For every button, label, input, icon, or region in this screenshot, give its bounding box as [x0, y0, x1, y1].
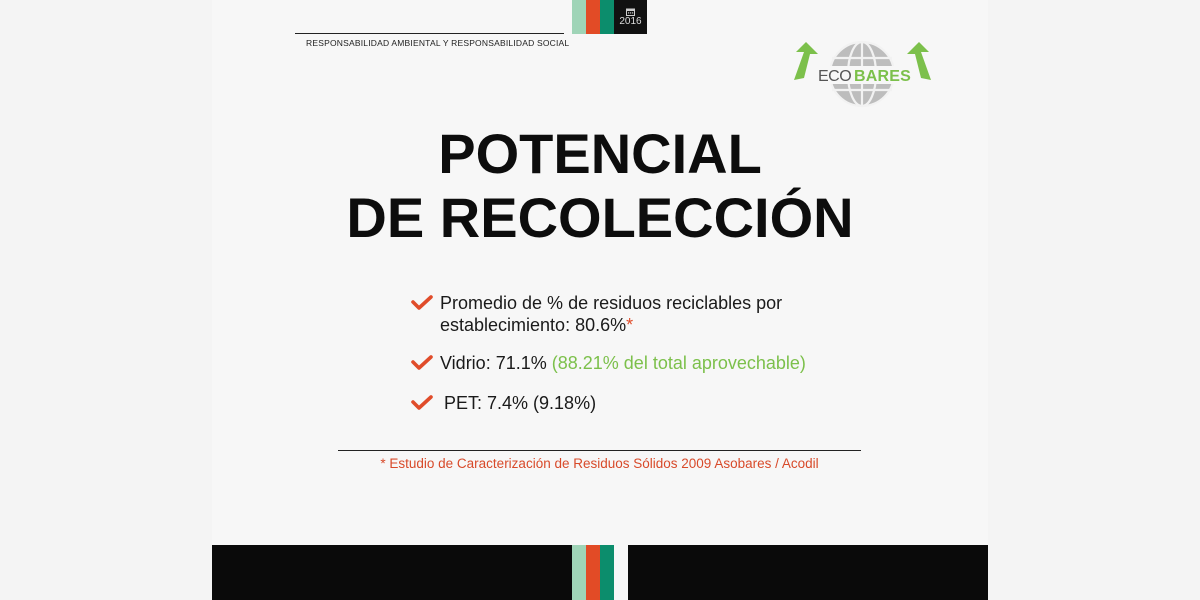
list-item — [410, 352, 870, 374]
svg-text:ECO: ECO — [818, 68, 852, 85]
checkmark-icon — [411, 395, 433, 411]
header-caption: RESPONSABILIDAD AMBIENTAL Y RESPONSABILIDAD SOCIAL — [306, 38, 570, 48]
checkmark-icon — [411, 355, 433, 371]
footnote-text: Estudio de Caracterización de Residuos Sólidos 2009 Asobares / Acodil — [385, 456, 819, 471]
footnote — [338, 456, 861, 471]
footnote-marker: * — [626, 315, 634, 335]
next-page-block-right — [628, 545, 988, 600]
calendar-icon — [626, 8, 635, 16]
list-item — [410, 292, 870, 336]
title-line-1: POTENCIAL — [438, 122, 762, 185]
bullet-list — [410, 292, 870, 414]
header-rule — [295, 33, 564, 34]
bullet-highlight: (88.21% del total aprovechable) — [551, 353, 806, 373]
year-badge — [614, 0, 647, 34]
bullet-text: PET: 7.4% (9.18%) — [444, 393, 597, 413]
footnote-marker: * — [380, 456, 386, 471]
year-label: 2016 — [619, 16, 642, 27]
list-item — [410, 392, 870, 414]
checkmark-icon — [411, 295, 433, 311]
next-page-block-left — [212, 545, 572, 600]
footnote-rule — [338, 450, 861, 451]
bullet-text: Vidrio: 71.1% — [440, 353, 552, 373]
brand-stripes-top — [572, 0, 614, 34]
page-title — [300, 122, 900, 250]
ecobares-logo — [790, 40, 935, 112]
title-line-2: DE RECOLECCIÓN — [346, 186, 854, 249]
brand-stripes-bottom — [572, 545, 614, 600]
svg-text:BARES: BARES — [854, 68, 912, 85]
bullet-text: Promedio de % de residuos reciclables por establecimiento: 80.6% — [440, 293, 783, 335]
